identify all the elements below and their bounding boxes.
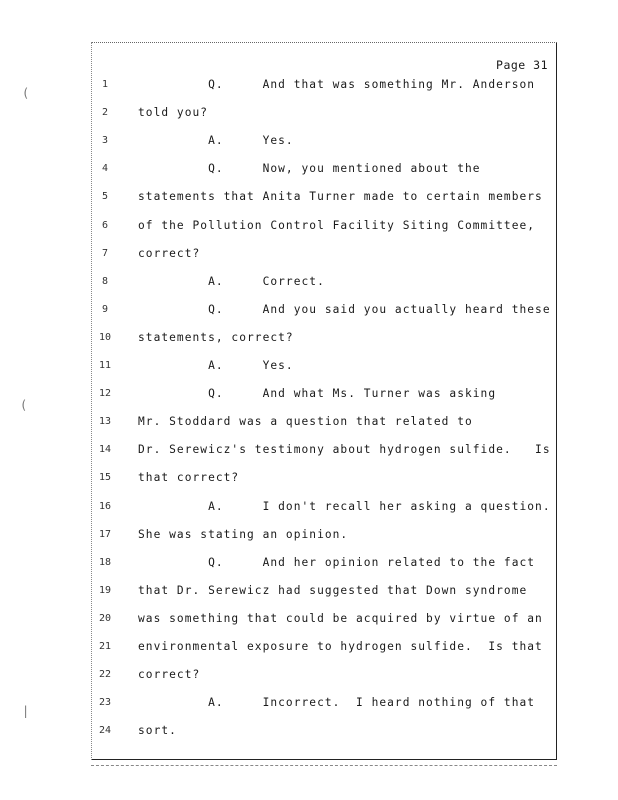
- line-text: She was stating an opinion.: [138, 527, 349, 541]
- line-text: A. Yes.: [138, 134, 294, 148]
- transcript-line: [0, 189, 618, 209]
- line-number: 24: [98, 725, 112, 737]
- transcript-line: [0, 611, 618, 631]
- line-number: 18: [98, 556, 112, 568]
- line-text: A. Yes.: [138, 359, 294, 372]
- transcript-line: [0, 442, 618, 462]
- line-text: Q. And what Ms. Turner was asking: [138, 387, 497, 401]
- line-text: Q. And that was something Mr. Anderson: [138, 78, 536, 91]
- binding-mark-top: (: [22, 86, 30, 100]
- transcript-line: [0, 527, 618, 547]
- line-text: Mr. Stoddard was a question that related to: [138, 415, 473, 429]
- line-number: 19: [98, 584, 112, 596]
- line-number: 23: [98, 697, 112, 709]
- transcript-line: [0, 246, 618, 266]
- top-rule: [91, 42, 557, 43]
- line-number: 3: [101, 135, 109, 147]
- line-number: 22: [98, 669, 112, 681]
- transcript-line: [0, 358, 618, 378]
- line-text: sort.: [138, 724, 177, 738]
- line-text: that Dr. Serewicz had suggested that Down syndrome: [138, 583, 528, 597]
- line-text: statements that Anita Turner made to certain members: [138, 190, 543, 204]
- transcript-line: [0, 695, 618, 715]
- line-text: was something that could be acquired by virtue of an: [138, 611, 543, 625]
- line-number: 21: [98, 641, 112, 652]
- transcript-line: [0, 105, 618, 125]
- transcript-line: [0, 499, 618, 519]
- transcript-line: [0, 470, 618, 490]
- line-text: correct?: [138, 246, 201, 260]
- line-text: Q. And her opinion related to the fact: [138, 555, 536, 569]
- transcript-line: [0, 414, 618, 434]
- line-number: 9: [101, 303, 109, 315]
- page-number-label: Page 31: [496, 58, 548, 72]
- transcript-line: [0, 133, 618, 153]
- line-number: 6: [101, 219, 109, 231]
- line-number: 14: [98, 444, 112, 456]
- line-text: environmental exposure to hydrogen sulfide. Is that: [138, 640, 543, 653]
- transcript-line: [0, 555, 618, 575]
- line-number: 2: [101, 107, 109, 119]
- line-number: 5: [101, 191, 109, 203]
- transcript-line: [0, 667, 618, 687]
- line-text: A. Incorrect. I heard nothing of that: [138, 696, 536, 710]
- transcript-line: [0, 77, 618, 97]
- line-number: 8: [101, 275, 109, 287]
- bottom-rule: [91, 765, 557, 766]
- transcript-line: [0, 218, 618, 238]
- transcript-line: [0, 723, 618, 743]
- line-number: 1: [101, 79, 109, 90]
- line-number: 12: [98, 388, 112, 400]
- line-number: 10: [98, 331, 112, 343]
- line-number: 7: [101, 247, 109, 259]
- line-number: 4: [101, 163, 109, 175]
- transcript-line: [0, 386, 618, 406]
- line-text: that correct?: [138, 471, 240, 485]
- line-number: 11: [98, 360, 112, 371]
- binding-mark-middle: (: [20, 398, 28, 412]
- line-number: 20: [98, 612, 112, 624]
- line-text: statements, correct?: [138, 330, 294, 344]
- transcript-line: [0, 583, 618, 603]
- line-text: A. I don't recall her asking a question.: [138, 499, 551, 513]
- transcript-line: [0, 274, 618, 294]
- transcript-line: [0, 302, 618, 322]
- line-number: 15: [98, 472, 112, 484]
- transcript-line: [0, 639, 618, 659]
- line-text: correct?: [138, 668, 201, 682]
- line-number: 13: [98, 416, 112, 428]
- line-text: Q. Now, you mentioned about the: [138, 162, 481, 176]
- line-text: Dr. Serewicz's testimony about hydrogen sulfide. Is: [138, 443, 551, 457]
- line-text: A. Correct.: [138, 274, 325, 288]
- line-number: 16: [98, 500, 112, 512]
- line-text: of the Pollution Control Facility Siting Committee,: [138, 218, 536, 232]
- line-text: told you?: [138, 106, 209, 120]
- transcript-line: [0, 330, 618, 350]
- binding-mark-bottom: |: [22, 704, 30, 718]
- line-number: 17: [98, 528, 112, 540]
- line-text: Q. And you said you actually heard these: [138, 302, 551, 316]
- transcript-line: [0, 161, 618, 181]
